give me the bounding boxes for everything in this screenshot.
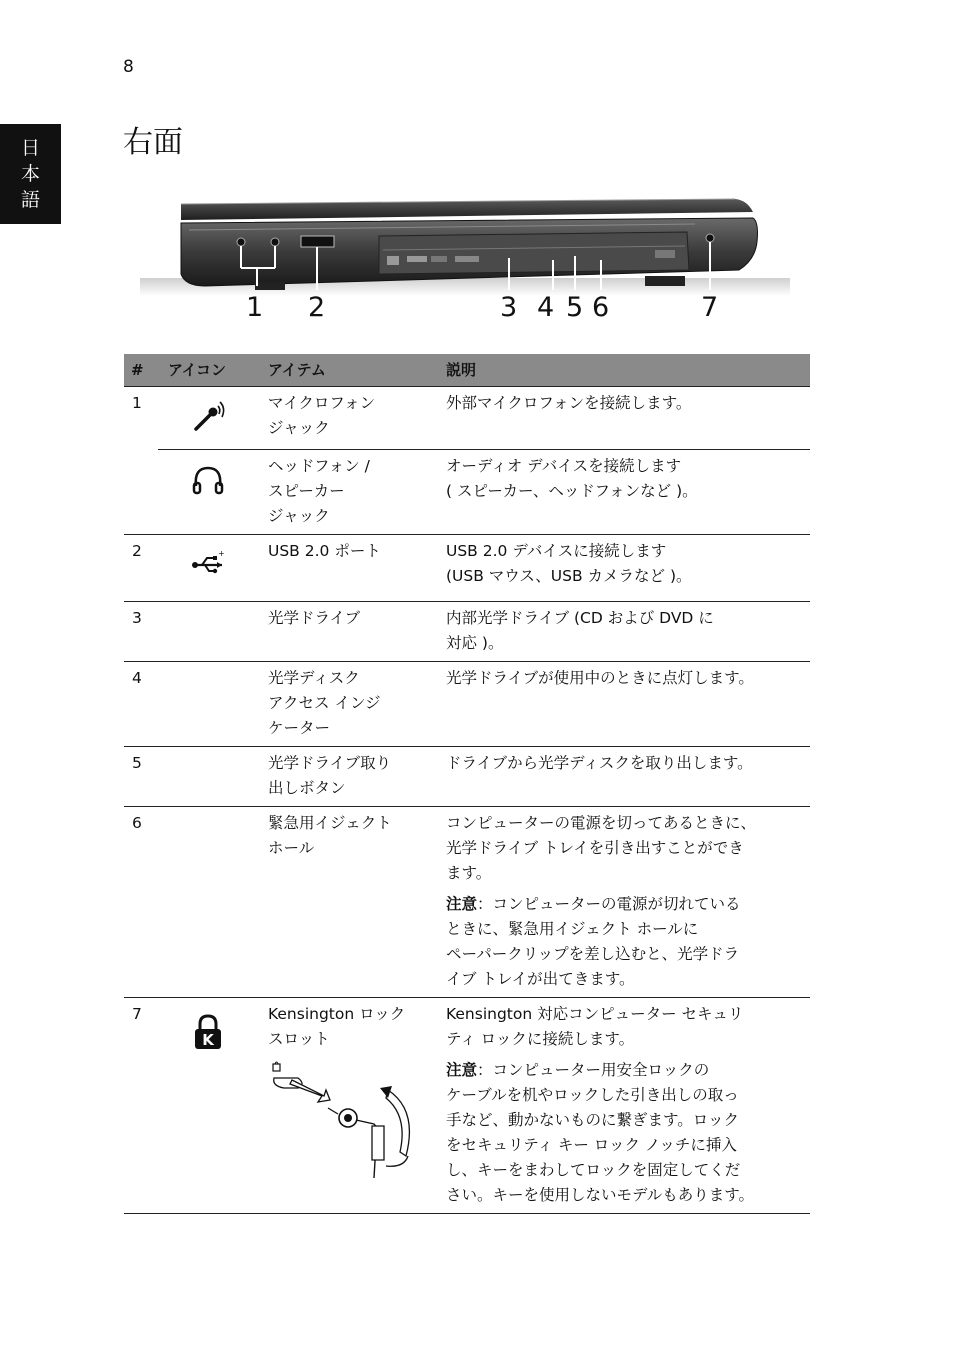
table-row (124, 535, 810, 602)
row-description (436, 998, 810, 1214)
item-line: マイクロフォン (268, 394, 376, 412)
row-icon-cell (158, 807, 258, 998)
desc-line: ドライブから光学ディスクを取り出します。 (446, 754, 753, 772)
table-row (124, 387, 810, 450)
row-description (436, 602, 810, 662)
desc-line: 光学ドライブ トレイを引き出すことができ (446, 839, 744, 857)
kensington-icon (188, 1012, 228, 1052)
note-line: イブ トレイが出てきます。 (446, 970, 635, 988)
note (446, 892, 806, 992)
item-line: USB 2.0 ポート (268, 542, 381, 560)
row-number: 3 (124, 602, 158, 662)
page-number: 8 (123, 57, 134, 77)
row-description (436, 387, 810, 450)
row-item (258, 602, 436, 662)
callout-1: 1 (246, 292, 264, 323)
desc-line: ます。 (446, 864, 492, 882)
note-label: 注意 (446, 895, 478, 913)
note-line: さい。キーを使用しないモデルもあります。 (446, 1186, 754, 1204)
page-title: 右面 (123, 125, 183, 160)
desc-line: コンピューターの電源を切ってあるときに、 (446, 814, 757, 832)
desc-line: 光学ドライブが使用中のときに点灯します。 (446, 669, 754, 687)
callout-7: 7 (701, 292, 719, 323)
note-line: し、キーをまわしてロックを固定してくだ (446, 1161, 741, 1179)
note-line: ：コンピューター用安全ロックの (477, 1061, 710, 1079)
item-line: スピーカー (268, 482, 345, 500)
row-item (258, 535, 436, 602)
usb-icon (188, 545, 228, 585)
table-row (124, 450, 810, 535)
note-line: ペーパークリップを差し込むと、光学ドラ (446, 945, 740, 963)
item-line: 緊急用イジェクト (268, 814, 392, 832)
callout-5: 5 (566, 292, 584, 323)
table-row (124, 807, 810, 998)
svg-text:+: + (218, 549, 225, 558)
item-line: スロット (268, 1030, 330, 1048)
row-item (258, 998, 436, 1214)
item-line: ヘッドフォン / (268, 457, 370, 475)
language-tab-char: 語 (20, 189, 40, 211)
row-item (258, 450, 436, 535)
desc-line: オーディオ デバイスを接続します (446, 457, 682, 475)
laptop-right-side-illustration (135, 190, 795, 330)
note-line: ときに、緊急用イジェクト ホールに (446, 920, 699, 938)
language-tab-char: 日 (20, 137, 40, 159)
item-line: 光学ドライブ (268, 609, 361, 627)
header-item: アイテム (258, 354, 436, 387)
item-line: ジャック (268, 419, 330, 437)
row-icon-cell (158, 602, 258, 662)
row-icon-cell (158, 535, 258, 602)
row-item (258, 807, 436, 998)
note-line: 手など、動かないものに繋ぎます。ロック (446, 1111, 739, 1129)
desc-line: 内部光学ドライブ (CD および DVD に (446, 609, 714, 627)
language-tab (0, 124, 61, 224)
header-description: 説明 (436, 354, 810, 387)
row-icon-cell (158, 662, 258, 747)
desc-line: (USB マウス、USB カメラなど )。 (446, 567, 692, 585)
item-line: 光学ドライブ取り (268, 754, 392, 772)
item-line: 光学ディスク (268, 669, 360, 687)
table-row (124, 747, 810, 807)
table-row (124, 602, 810, 662)
callout-3: 3 (500, 292, 518, 323)
language-tab-char: 本 (20, 163, 40, 185)
row-description (436, 535, 810, 602)
row-icon-cell (158, 387, 258, 450)
row-number: 1 (124, 387, 158, 450)
microphone-icon (188, 397, 228, 437)
row-number: 2 (124, 535, 158, 602)
lock-cable-illustration (268, 1060, 418, 1184)
item-line: 出しボタン (268, 779, 346, 797)
desc-line: 対応 )。 (446, 634, 504, 652)
desc-line: ティ ロックに接続します。 (446, 1030, 635, 1048)
row-description (436, 807, 810, 998)
table-header-row (124, 354, 810, 387)
header-number: # (124, 354, 158, 387)
row-number (124, 450, 158, 535)
header-icon: アイコン (158, 354, 258, 387)
row-icon-cell (158, 747, 258, 807)
note-line: をセキュリティ キー ロック ノッチに挿入 (446, 1136, 737, 1154)
note (446, 1058, 806, 1208)
desc-line: 外部マイクロフォンを接続します。 (446, 394, 692, 412)
row-icon-cell (158, 998, 258, 1214)
desc-line: ( スピーカー、ヘッドフォンなど )。 (446, 482, 698, 500)
table-row (124, 998, 810, 1214)
callout-4: 4 (537, 292, 555, 323)
desc-line: USB 2.0 デバイスに接続します (446, 542, 667, 560)
note-line: ：コンピューターの電源が切れている (477, 895, 741, 913)
table-row (124, 662, 810, 747)
item-line: ジャック (268, 507, 330, 525)
item-line: ホール (268, 839, 315, 857)
item-line: ケーター (268, 719, 331, 737)
row-number: 7 (124, 998, 158, 1214)
desc-line: Kensington 対応コンピューター セキュリ (446, 1005, 744, 1023)
item-line: Kensington ロック (268, 1005, 406, 1023)
headphone-icon (188, 460, 228, 500)
row-description (436, 747, 810, 807)
item-line: アクセス インジ (268, 694, 381, 712)
svg-text:K: K (202, 1031, 214, 1049)
callout-6: 6 (592, 292, 610, 323)
row-number: 6 (124, 807, 158, 998)
row-number: 4 (124, 662, 158, 747)
row-item (258, 387, 436, 450)
row-number: 5 (124, 747, 158, 807)
row-description (436, 662, 810, 747)
row-icon-cell (158, 450, 258, 535)
note-line: ケーブルを机やロックした引き出しの取っ (446, 1086, 739, 1104)
callout-2: 2 (308, 292, 326, 323)
row-item (258, 662, 436, 747)
ports-table (124, 354, 810, 1214)
row-description (436, 450, 810, 535)
note-label: 注意 (446, 1061, 478, 1079)
row-item (258, 747, 436, 807)
